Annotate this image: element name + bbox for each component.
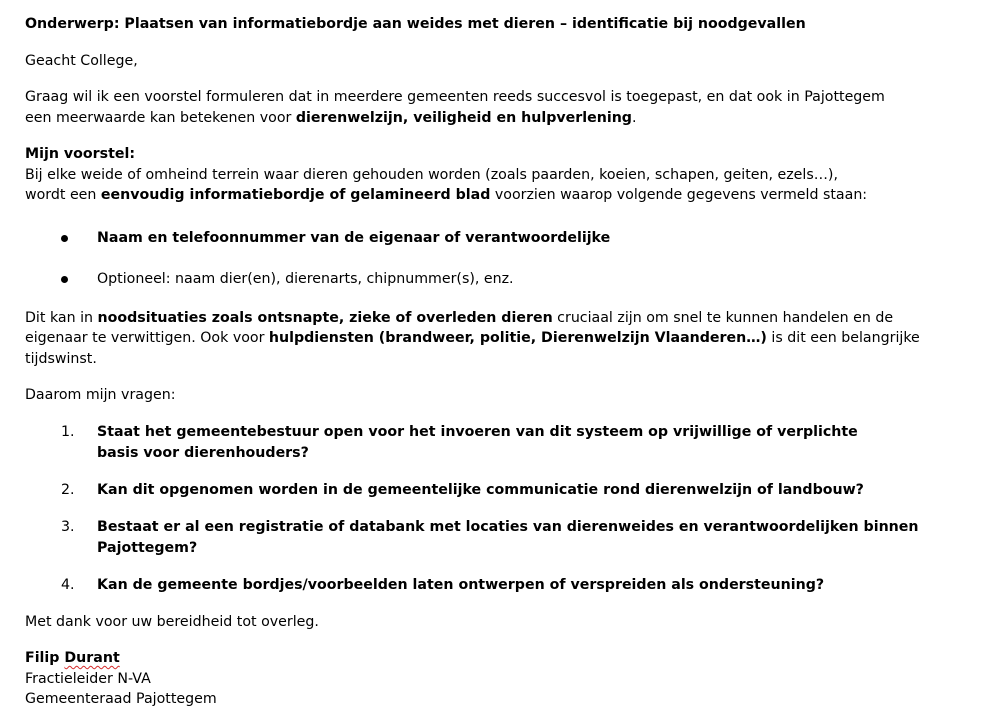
- list-item: 4. Kan de gemeente bordjes/voorbeelden laten ontwerpen of verspreiden als ondersteuning?: [61, 576, 825, 593]
- bullet-icon: [61, 276, 68, 283]
- spellcheck-underline: Durant: [64, 650, 120, 666]
- info-bullet-list: [25, 228, 975, 290]
- reason-paragraph: Dit kan in noodsituaties zoals ontsnapte, zieke of overleden dieren cruciaal zijn om snel te kunnen handelen en de eigenaar te verwittigen. Ook voor hulpdiensten (brandweer, politie, Dierenwelzijn Vlaanderen…) is dit een belangrijke tijdswinst.: [25, 309, 920, 367]
- signature-name: Filip Durant: [25, 650, 120, 666]
- subject-line: Onderwerp: Plaatsen van informatiebordje aan weides met dieren – identificatie bij noodgevallen: [25, 16, 806, 32]
- proposal-paragraph: Bij elke weide of omheind terrein waar dieren gehouden worden (zoals paarden, koeien, schapen, geiten, ezels…), wordt een eenvoudig informatiebordje of gelamineerd blad voorzien waarop volgende gegevens vermeld staan:: [25, 166, 868, 203]
- signature-council: Gemeenteraad Pajottegem: [25, 691, 217, 707]
- list-item: Optioneel: naam dier(en), dierenarts, chipnummer(s), enz.: [25, 269, 975, 290]
- intro-paragraph: Graag wil ik een voorstel formuleren dat in meerdere gemeenten reeds succesvol is toegepast, en dat ook in Pajottegem een meerwaarde kan betekenen voor dierenwelzijn, veiligheid en hulpverlening.: [25, 89, 885, 126]
- list-item: 3. Bestaat er al een registratie of databank met locaties van dierenweides en verantwoordelijken binnen Pajottegem?: [61, 518, 919, 556]
- proposal-bold: eenvoudig informatiebordje of gelamineerd blad: [100, 187, 491, 203]
- signature-role: Fractieleider N-VA: [25, 670, 151, 687]
- document-body: [25, 14, 975, 710]
- intro-bold: dierenwelzijn, veiligheid en hulpverlening: [295, 109, 632, 126]
- bullet-icon: [61, 235, 68, 242]
- list-item: Naam en telefoonnummer van de eigenaar of verantwoordelijke: [25, 228, 975, 249]
- questions-intro: Daarom mijn vragen:: [25, 387, 176, 403]
- proposal-heading: Mijn voorstel:: [25, 146, 136, 162]
- list-item: 2. Kan dit opgenomen worden in de gemeentelijke communicatie rond dierenwelzijn of landbouw?: [61, 481, 864, 498]
- salutation: Geacht College,: [25, 52, 138, 69]
- closing-line: Met dank voor uw bereidheid tot overleg.: [25, 613, 319, 630]
- questions-list: [25, 422, 975, 596]
- list-item: 1. Staat het gemeentebestuur open voor het invoeren van dit systeem op vrijwillige of verplichte basis voor dierenhouders?: [61, 423, 858, 461]
